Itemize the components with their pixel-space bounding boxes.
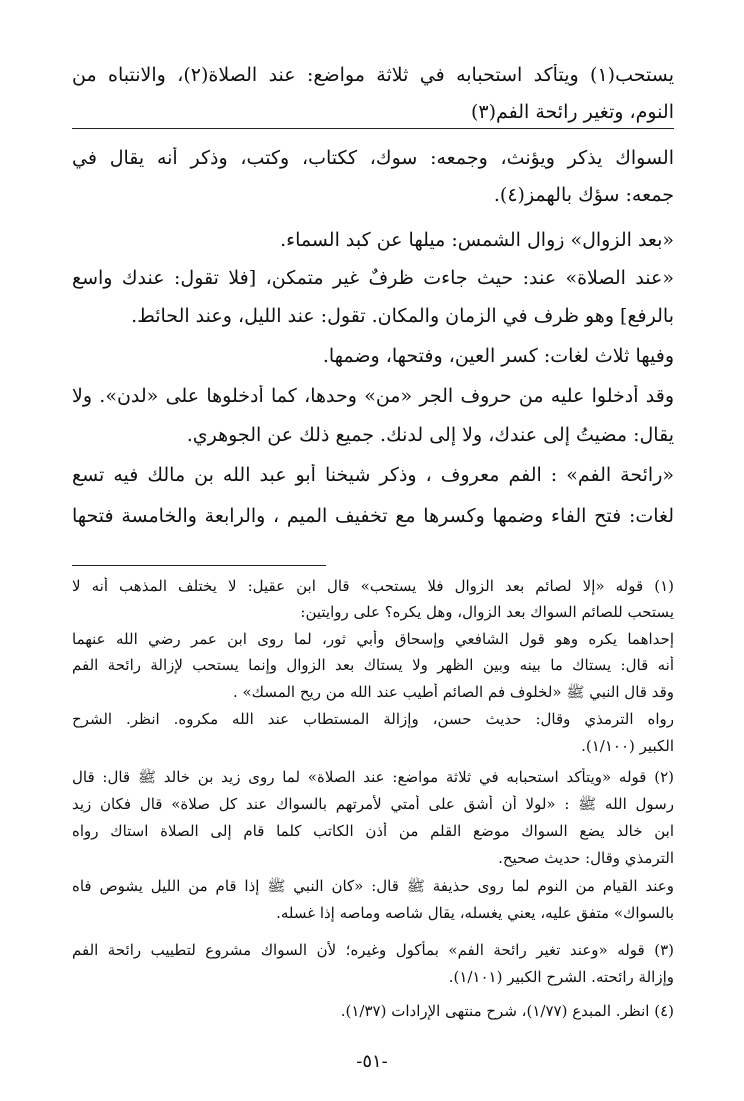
footnote-line: ابن خالد يضع السواك موضع القلم من أذن الكاتب كلما قام إلى الصلاة استاك رواه [72, 822, 674, 840]
footnote-line: يستحب للصائم السواك بعد الزوال، وهل يكره؟ على روايتين: [300, 603, 674, 621]
footnote-line: إحداهما يكره وهو قول الشافعي وإسحاق وأبي ثور، لما روى ابن عمر رضي الله عنهما [72, 630, 674, 648]
header-rule [72, 128, 674, 129]
footnote-line: (١) قوله «إلا لصائم بعد الزوال فلا يستحب» قال ابن عقيل: لا يختلف المذهب أنه لا [72, 577, 674, 595]
footnote-line: رواه الترمذي وقال: حديث حسن، وإزالة المستطاب عند الله مكروه. انظر. الشرح [72, 710, 674, 728]
header-line-1: يستحب(١) ويتأكد استحبابه في ثلاثة مواضع: عند الصلاة(٢)، والانتباه من [72, 64, 674, 86]
body-line: بالرفع] وهو ظرف في الزمان والمكان. تقول: عند الليل، وعند الحائط. [131, 305, 674, 327]
footnote-line: أنه قال: يستاك ما بينه وبين الظهر ولا يستاك بعد الزوال وإنما يستحب لإزالة رائحة الفم [72, 656, 674, 674]
footnote-line: بالسواك» متفق عليه، يعني يغسله، يقال شاصه وماصه إذا غسله. [276, 904, 674, 922]
footnote-line: (٤) انظر. المبدع (١/٧٧)، شرح منتهى الإرادات (١/٣٧). [340, 1002, 674, 1020]
header-line-2: النوم، وتغير رائحة الفم(٣) [470, 101, 674, 123]
body-line: السواك يذكر ويؤنث، وجمعه: سوك، ككتاب، وكتب، وذكر أنه يقال في [72, 147, 674, 169]
footnote-line: الكبير (١/١٠٠). [581, 737, 674, 755]
body-line: لغات: فتح الفاء وضمها وكسرها مع تخفيف الميم ، والرابعة والخامسة فتحها [72, 505, 674, 527]
footnote-line: (٣) قوله «وعند تغير رائحة الفم» بمأكول وغيره؛ لأن السواك مشروع لتطييب رائحة الفم [72, 941, 674, 959]
body-line: وقد أدخلوا عليه من حروف الجر «من» وحدها، كما أدخلوها على «لدن». ولا [72, 385, 674, 407]
body-line: «رائحة الفم» : الفم معروف ، وذكر شيخنا أبو عبد الله بن مالك فيه تسع [72, 464, 674, 486]
footnote-line: وإزالة رائحته. الشرح الكبير (١/١٠١). [448, 968, 674, 986]
footnote-line: رسول الله ﷺ : «لولا أن أشق على أمتي لأمرتهم بالسواك عند كل صلاة» قال فكان زيد [72, 795, 674, 813]
footnote-line: وعند القيام من النوم لما روى حذيفة ﷺ قال: «كان النبي ﷺ إذا قام من الليل يشوص فاه [72, 877, 674, 895]
body-line: يقال: مضيتُ إلى عندك، ولا إلى لدنك. جميع ذلك عن الجوهري. [186, 424, 674, 446]
footnote-line: (٢) قوله «ويتأكد استحبابه في ثلاثة مواضع: عند الصلاة» لما روى زيد بن خالد ﷺ قال: قال [72, 768, 674, 786]
footnote-rule [72, 565, 326, 566]
body-line: وفيها ثلاث لغات: كسر العين، وفتحها، وضمها. [322, 345, 674, 367]
page-number: -٥١- [356, 1051, 388, 1072]
body-line: «عند الصلاة» عند: حيث جاءت ظرفٌ غير متمكن، [فلا تقول: عندك واسع [72, 267, 674, 289]
footnote-line: الترمذي وقال: حديث صحيح. [498, 849, 674, 867]
body-line: جمعه: سؤك بالهمز(٤). [493, 184, 674, 206]
body-line: «بعد الزوال» زوال الشمس: ميلها عن كبد السماء. [280, 229, 674, 251]
footnote-line: وقد قال النبي ﷺ «لخلوف فم الصائم أطيب عند الله من ريح المسك» . [232, 683, 674, 701]
